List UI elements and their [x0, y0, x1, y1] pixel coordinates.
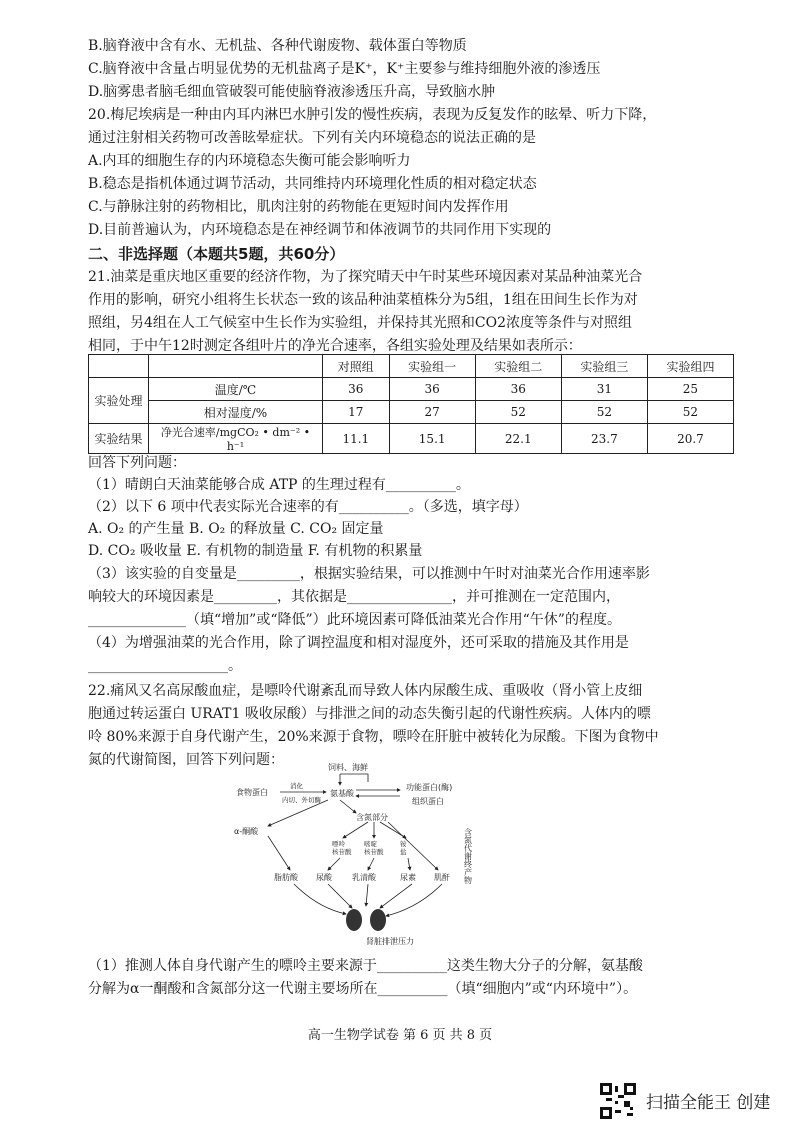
table-header-cell: 实验组四: [647, 355, 733, 378]
diagram-fatty-acid: 脂肪酸: [274, 873, 298, 882]
option-c-q19: C.脑脊液中含量占明显优势的无机盐离子是K⁺，K⁺主要参与维持细胞外液的渗透压: [88, 61, 601, 77]
q20-stem-line2: 通过注射相关药物可改善眩晕症状。下列有关内环境稳态的说法正确的是: [88, 130, 536, 146]
diagram-uric-acid: 尿酸: [316, 873, 332, 882]
table-cell: 52: [561, 401, 647, 424]
table-cell: 52: [475, 401, 561, 424]
qr-code-icon: [600, 1083, 636, 1119]
arrow-source-branch: [340, 774, 368, 782]
table-header-row: [89, 355, 734, 378]
diagram-side-label: 含氮代谢终产物: [463, 828, 473, 884]
diagram-enzyme-label: 内切、外切酶: [282, 796, 321, 804]
table-corner: [89, 355, 149, 378]
arrow-mid-1: [343, 822, 368, 838]
diagram-nitrogen-part: 含氮部分: [356, 813, 388, 822]
table-cell: 52: [647, 401, 733, 424]
page-footer: 高一生物学试卷 第 6 页 共 8 页: [307, 1028, 493, 1043]
table-header-cell: 对照组: [323, 355, 390, 378]
q21-intro-line1: 21.油菜是重庆地区重要的经济作物，为了探究晴天中午时某些环境因素对某品种油菜光合: [88, 269, 643, 285]
diagram-amino-acid: 氨基酸: [330, 789, 354, 798]
scanner-watermark: 扫描全能王 创建: [646, 1093, 771, 1113]
q21-sub3-line3: ______________（填“增加”或“降低”）此环境因素可降低油菜光合作用“午休”的程度。: [88, 612, 621, 628]
q22-intro-line3: 呤 80%来源于自身代谢产生，20%来源于食物，嘌呤在肝脏中被转化为尿酸。下图为食物中: [88, 729, 659, 745]
q22-sub1-line2: 分解为α一酮酸和含氮部分这一代谢主要场所在__________（填“细胞内”或“内环境中”）。: [88, 981, 638, 997]
row-label: 净光合速率/mgCO₂ • dm⁻² • h⁻¹: [149, 424, 323, 454]
diagram-purine: 嘌呤核苷酸: [332, 840, 352, 856]
table-header-cell: 实验组二: [475, 355, 561, 378]
table-cell: 25: [647, 378, 733, 401]
q21-sub4-line1: （4）为增强油菜的光合作用，除了调控温度和相对湿度外，还可采取的措施及其作用是: [88, 635, 629, 651]
option-b-q19: B.脑脊液中含有水、无机盐、各种代谢废物、载体蛋白等物质: [88, 38, 467, 54]
q21-intro-line3: 照组，另4组在人工气候室中生长作为实验组，并保持其光照和CO2浓度等条件与对照组: [88, 315, 633, 331]
q22-intro-line1: 22.痛风又名高尿酸血症，是嘌呤代谢紊乱而导致人体内尿酸生成、重吸收（肾小管上皮细: [88, 683, 643, 699]
arrow-orotic: [368, 858, 374, 870]
diagram-source-label: 饲料、海鲜: [328, 763, 368, 772]
diagram-urea: 尿素: [400, 873, 416, 882]
arrow-nitrogen: [340, 800, 356, 813]
arrow-fatty: [268, 836, 290, 870]
q20-stem-line1: 20.梅尼埃病是一种由内耳内淋巴水肿引发的慢性疾病，表现为反复发作的眩晕、听力下降，: [88, 107, 657, 123]
option-d-q19: D.脑雾患者脑毛细血管破裂可能使脑脊液渗透压升高，导致脑水肿: [88, 84, 496, 100]
q21-sub2: （2）以下 6 项中代表实际光合速率的有__________。（多选，填字母）: [88, 499, 528, 515]
table-header-cell: 实验组一: [389, 355, 475, 378]
arrow-kidney-3: [366, 884, 368, 906]
q20-option-c: C.与静脉注射的药物相比，肌肉注射的药物能在更短时间内发挥作用: [88, 199, 509, 215]
diagram-orotic-acid: 乳清酸: [352, 873, 376, 882]
q21-intro-line2: 作用的影响，研究小组将生长状态一致的该品种油菜植株分为5组，1组在田间生长作为对: [88, 292, 638, 308]
table-cell: 36: [389, 378, 475, 401]
q20-option-b: B.稳态是指机体通过调节活动，共同维持内环境理化性质的相对稳定状态: [88, 176, 537, 192]
arrow-kidney-2: [328, 884, 352, 908]
diagram-pyrimidine: 嘧啶核苷酸: [364, 840, 384, 856]
q21-sub3-line1: （3）该实验的自变量是_________，根据实验结果，可以推测中午时对油菜光合作用速率影: [88, 566, 650, 582]
diagram-keto-acid: α-酮酸: [234, 827, 259, 836]
row-label: 温度/℃: [149, 378, 323, 401]
table-cell: 27: [389, 401, 475, 424]
row-label: 相对湿度/%: [149, 401, 323, 424]
q21-sub4-blank: ____________________。: [88, 658, 242, 674]
q21-intro-line4: 相同，于中午12时测定各组叶片的净光合速率，各组实验处理及结果如表所示：: [88, 338, 582, 354]
kidney-left-icon: [346, 909, 362, 931]
group-label-treatment: 实验处理: [89, 378, 149, 424]
arrow-kidney-1: [294, 884, 346, 914]
table-corner-2: [149, 355, 323, 378]
diagram-food-protein: 食物蛋白: [236, 788, 268, 797]
diagram-ammonium: 铵盐: [400, 840, 407, 856]
arrow-kidney-5: [386, 884, 442, 916]
arrow-creatinine: [388, 822, 438, 870]
q22-intro-line4: 氮的代谢简图，回答下列问题：: [88, 752, 284, 768]
group-label-result: 实验结果: [89, 424, 149, 454]
table-row: [89, 401, 734, 424]
arrow-urea: [408, 858, 410, 870]
arrow-uric: [328, 858, 340, 870]
table-row: [89, 424, 734, 454]
kidney-right-icon: [370, 909, 386, 931]
table-cell: 15.1: [389, 424, 475, 454]
nitrogen-metabolism-diagram: [228, 758, 498, 950]
table-cell: 23.7: [561, 424, 647, 454]
q22-sub1-line1: （1）推测人体自身代谢产生的嘌呤主要来源于__________这类生物大分子的分解，氨基酸: [88, 958, 643, 974]
q22-intro-line2: 胞通过转运蛋白 URAT1 吸收尿酸）与排泄之间的动态失衡引起的代谢性疾病。人体内的嘌: [88, 706, 651, 722]
table-row: [89, 378, 734, 401]
q20-option-a: A.内耳的细胞生存的内环境稳态失衡可能会影响听力: [88, 153, 411, 169]
table-header-cell: 实验组三: [561, 355, 647, 378]
table-cell: 22.1: [475, 424, 561, 454]
q21-prompt: 回答下列问题：: [88, 455, 186, 471]
table-cell: 11.1: [323, 424, 390, 454]
table-cell: 31: [561, 378, 647, 401]
diagram-tissue-protein: 组织蛋白: [412, 797, 444, 806]
diagram-creatinine: 肌酐: [434, 873, 450, 882]
table-cell: 36: [475, 378, 561, 401]
q21-sub1: （1）晴朗白天油菜能够合成 ATP 的生理过程有__________。: [88, 477, 470, 493]
q21-choices-row2: D. CO₂ 吸收量 E. 有机物的制造量 F. 有机物的积累量: [88, 543, 423, 559]
table-cell: 36: [323, 378, 390, 401]
experiment-table: [88, 354, 734, 454]
section-title: 二、非选择题（本题共5题，共60分）: [88, 245, 345, 263]
q21-choices-row1: A. O₂ 的产生量 B. O₂ 的释放量 C. CO₂ 固定量: [88, 521, 384, 537]
diagram-functional-protein: 功能蛋白(酶): [406, 783, 453, 792]
table-cell: 17: [323, 401, 390, 424]
arrow-kidney-4: [380, 884, 412, 908]
q20-option-d: D.目前普遍认为，内环境稳态是在神经调节和体液调节的共同作用下实现的: [88, 222, 552, 238]
diagram-digest-label: 消化: [290, 782, 303, 790]
diagram-kidney-label: 肾脏排泄压力: [366, 937, 414, 946]
q21-sub3-line2: 响较大的环境因素是_________，其依据是_______________，并可推测在一定范围内，: [88, 589, 620, 605]
table-cell: 20.7: [647, 424, 733, 454]
